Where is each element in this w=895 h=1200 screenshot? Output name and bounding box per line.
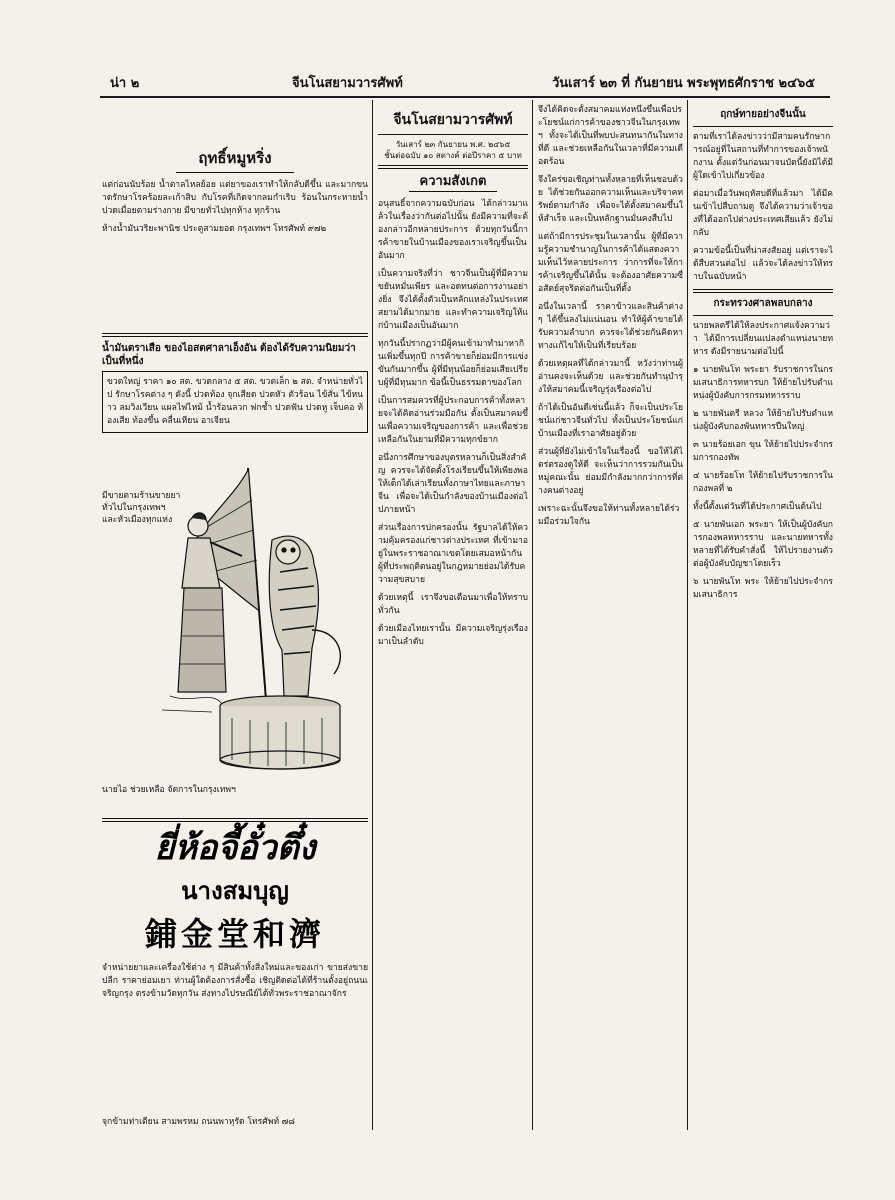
paragraph: ด้วยเมืองไทยเรานั้น มีความเจริญรุ่งเรืองมาเป็นลำดับ (378, 624, 528, 647)
ad-title: น้ำมันตราเสือ ของไอสตศาลาเอ็งอัน ต้องได้รับความนิยมว่าเป็นที่หนึ่ง (102, 343, 356, 367)
section-title: ความสังเกต (419, 174, 487, 189)
issue-price: ชั้นต่อฉบับ ๑๐ สตางค์ ต่อปีราคา ๕ บาท (384, 151, 522, 160)
paragraph: นายพลตรีได้ให้ลงประกาศแจ้งความว่า ได้มีการเปลี่ยนแปลงตำแหน่งนายทหาร ดังมีรายนามต่อไปนี้ (693, 321, 833, 357)
page-number: น่า ๒ (110, 76, 140, 91)
shop-name: นางสมบุญ (181, 876, 289, 905)
paragraph: ๑ นายพันโท พระยา รับราชการในกรมเสนาธิการทหารบก ให้ย้ายไปรับตำแหน่งผู้บังคับการกรมทหารราบ (693, 365, 833, 401)
article-title: ฤกษ์ทายอย่างจีนนั้น (720, 109, 806, 120)
ad-signature: จุกข้ามท่าเตียน สามพรหม ถนนพาหุรัด โทรศัพท์ ๗๘ (102, 1117, 295, 1127)
paragraph: แต่ถ้ามีการประชุมในเวลานั้น ผู้ที่มีความรู้ความชำนาญในการค้าได้แสดงความเห็นไว้หลายประการ ว่าการที่จะให้การค้าเจริญขึ้นได้นั้น จะต้องอาศัยความซื่อสัตย์สุจริตต่อกันเป็นที่ตั้ง (538, 232, 683, 294)
paragraph: ถ้าได้เป็นอันดีเช่นนี้แล้ว ก็จะเป็นประโยชน์แก่ชาวจีนทั่วไป ทั้งเป็นประโยชน์แก่บ้านเมืองที่เราอาศัยอยู่ด้วย (538, 403, 683, 439)
column-divider (687, 100, 688, 1130)
paragraph: ทั้งนี้ตั้งแต่วันที่ได้ประกาศเป็นต้นไป (693, 502, 822, 512)
paragraph: ต่อมาเมื่อวันพฤหัสบดีที่แล้วมา ได้มีคนเข้าไปสืบถามดู จึงได้ความว่าเจ้าของที่ได้ออกไปต่างประเทศเสียแล้ว ยังไม่กลับ (693, 189, 833, 238)
ad-herbal-oil (102, 146, 368, 241)
section-separator (102, 818, 368, 822)
paragraph: อนึ่งในเวลานี้ ราคาข้าวและสินค้าต่าง ๆ ได้ขึ้นลงไม่แน่นอน ทำให้ผู้ค้าขายได้รับความลำบาก ควรจะได้ช่วยกันคิดหาทางแก้ไขให้เป็นที่เรียบร้อย (538, 302, 683, 351)
column-masthead: จีนโนสยามวารศัพท์ (393, 112, 513, 128)
brand-chinese: 鋪金堂和濟 (144, 915, 325, 953)
paragraph: เป็นความจริงที่ว่า ชาวจีนเป็นผู้ที่มีความขยันหมั่นเพียร และอดทนต่อการงานอย่างยิ่ง จึงได้ตั้งตัวเป็นหลักแหล่งในประเทศสยามได้มากมาย และทำความเจริญให้แก่บ้านเมืองเป็นอันมาก (378, 269, 528, 331)
ad-price-box (102, 371, 368, 433)
ad-chinese-shop (102, 826, 368, 1136)
section-separator (102, 333, 368, 337)
continued-column (538, 104, 683, 1134)
editorial-column (378, 104, 528, 1134)
news-column (693, 104, 833, 1134)
article-title: กระทรวงศาลพลบกลาง (713, 298, 813, 309)
paragraph: ส่วนเรื่องการปกครองนั้น รัฐบาลได้ให้ความคุ้มครองแก่ชาวต่างประเทศ ที่เข้ามาอยู่ในพระราชอาณาเขตโดยเสมอหน้ากัน ผู้ที่ประพฤติตนอยู่ในกฎหมายย่อมได้รับความสุขสบาย (378, 523, 528, 585)
date-line: วันเสาร์ ๒๓ ที่ กันยายน พระพุทธศักราช ๒๔๖๕ (552, 76, 816, 91)
paragraph: ตามที่เราได้ลงข่าวว่ามีสามคนรักษาการณ์อยู่ที่ในสถานที่ทำการของเจ้าพนักงาน ตั้งแต่วันก่อนมาจนบัดนี้ยังมิได้มีผู้ใดเข้าไปเกี่ยวข้อง (693, 132, 833, 181)
paragraph: อนุสนธิ์จากความฉบับก่อน ได้กล่าวมาแล้วในเรื่องว่ากันต่อไปนั้น ยังมีความที่จะต้องกล่าวอีกหลายประการ ด้วยทุกวันนี้การค้าขายในบ้านเมืองของเราเจริญขึ้นเป็นอันมาก (378, 199, 528, 261)
ad-prices: ขวดใหญ่ ราคา ๑๐ สต. ขวดกลาง ๕ สต. ขวดเล็ก ๒ สต. จำหน่ายทั่วไป รักษาโรคต่าง ๆ ดังนี้ ปวดท้อง จุกเสียด ปวดหัว ตัวร้อน ไข้สั่น ไข้หนาว ลมวิงเวียน แผลไฟไหม้ น้ำร้อนลวก ฟกช้ำ ปวดฟัน ปวดหู เจ็บคอ ท้องเสีย ท้องขึ้น คลื่นเหียน อาเจียน (107, 377, 363, 426)
ad-side-note: มีขายตามร้านขายยาทั่วไปในกรุงเทพฯ และหัวเมืองทุกแห่ง (102, 491, 181, 525)
column-divider (372, 100, 373, 1130)
rule (378, 165, 528, 169)
paragraph: ๔ นายร้อยโท ให้ย้ายไปรับราชการในกองพลที่ ๒ (693, 471, 833, 494)
paragraph: ความข้อนี้เป็นที่น่าสงสัยอยู่ แต่เราจะได้สืบสวนต่อไป แล้วจะได้ลงข่าวให้ทราบในฉบับหน้า (693, 246, 833, 282)
ad-tiger-oil (102, 342, 368, 812)
ad-body: จำหน่ายยาและเครื่องใช้ต่าง ๆ มีสินค้าทั้งสิ่งใหม่และของเก่า ขายส่งขายปลีก ราคาย่อมเยา ท่านผู้ใดต้องการสั่งซื้อ เชิญติดต่อได้ที่ร้านตั้งอยู่ถนนเจริญกรุง ตรงข้ามวัดทุกวัน ส่งทางไปรษณีย์ได้ทั่วพระราชอาณาจักร (102, 963, 368, 999)
masthead-header: จีนโนสยามวารศัพท์ (292, 76, 403, 91)
rule (693, 126, 833, 127)
rule (693, 289, 833, 293)
ad-shop: ห้างน้ำมันวริยะพานิช ประตูสามยอด กรุงเทพฯ โทรศัพท์ ๙๗๒ (102, 224, 327, 234)
header-rule (100, 96, 830, 98)
ad-agent: นายไอ ช่วยเหลือ จัดการในกรุงเทพฯ (102, 785, 236, 795)
column-divider (532, 100, 533, 1130)
ad-title: ฤทธิ์หมูหริ่ง (198, 149, 272, 167)
paragraph: เพราะฉะนั้นจึงขอให้ท่านทั้งหลายได้ร่วมมือร่วมใจกัน (538, 504, 680, 527)
paragraph: ๖ นายพันโท พระ ให้ย้ายไปประจำกรมเสนาธิการ (693, 577, 833, 600)
paragraph: จึงใคร่ขอเชิญท่านทั้งหลายที่เห็นชอบด้วย ได้ช่วยกันออกความเห็นและบริจาคทรัพย์ตามกำลัง เพื่อจะได้ตั้งสมาคมขึ้นให้สำเร็จ และเป็นหลักฐานมั่นคงสืบไป (538, 175, 683, 224)
paragraph: เป็นการสมควรที่ผู้ประกอบการค้าทั้งหลายจะได้คิดอ่านร่วมมือกัน ตั้งเป็นสมาคมขึ้นเพื่อความเจริญของการค้า และเพื่อช่วยเหลือกันในยามที่มีความทุกข์ยาก (378, 396, 528, 445)
rule (693, 315, 833, 316)
ads-column (102, 104, 368, 1140)
paragraph: จึงได้คิดจะตั้งสมาคมแห่งหนึ่งขึ้นเพื่อประโยชน์แก่การค้าของชาวจีนในกรุงเทพฯ ทั้งจะได้เป็นที่พบปะสนทนากันในทางที่ดี และช่วยเหลือกันในเวลาที่มีความเดือดร้อน (538, 105, 683, 167)
paragraph: อนึ่งการศึกษาของบุตรหลานก็เป็นสิ่งสำคัญ ควรจะได้จัดตั้งโรงเรียนขึ้นให้เพียงพอ ให้เด็กได้เล่าเรียนทั้งภาษาไทยและภาษาจีน เพื่อจะได้เป็นกำลังของบ้านเมืองต่อไปภายหน้า (378, 453, 528, 515)
paragraph: ทุกวันนี้ปรากฏว่ามีผู้คนเข้ามาทำมาหากินเพิ่มขึ้นทุกปี การค้าขายก็ย่อมมีการแข่งขันกันมากขึ้น ผู้ที่มีทุนน้อยก็ย่อมเสียเปรียบผู้ที่มีทุนมาก ข้อนี้เป็นธรรมดาของโลก (378, 339, 528, 388)
paragraph: ๕ นายพันเอก พระยา ให้เป็นผู้บังคับการกองพลทหารราบ และนายทหารทั้งหลายที่ได้รับคำสั่งนี้ ให้ไปรายงานตัวต่อผู้บังคับบัญชาโดยเร็ว (693, 520, 833, 569)
paragraph: ๓ นายร้อยเอก ขุน ให้ย้ายไปประจำกรมการกองทัพ (693, 440, 833, 463)
paragraph: ๒ นายพันตรี หลวง ให้ย้ายไปรับตำแหน่งผู้บังคับกองพันทหารปืนใหญ่ (693, 409, 833, 432)
running-header (100, 72, 825, 94)
paragraph: ด้วยเหตุผลที่ได้กล่าวมานี้ หวังว่าท่านผู้อ่านคงจะเห็นด้วย และช่วยกันทำนุบำรุงให้สมาคมนี้เจริญรุ่งเรืองต่อไป (538, 359, 683, 395)
paragraph: ส่วนผู้ที่ยังไม่เข้าใจในเรื่องนี้ ขอให้ได้ไตร่ตรองดูให้ดี จะเห็นว่าการรวมกันเป็นหมู่คณะนั้น ย่อมมีกำลังมากกว่าการที่ต่างคนต่างอยู่ (538, 447, 683, 496)
brand-thai: ยี่ห้อจี้อั๋วตึ๋ง (154, 828, 316, 868)
ad-body: แต่ก่อนนับร้อย น้ำตาลไหลย้อย แต่ยาของเราทำให้กลับดีขึ้น และมากขนาดรักษาโรคร้อยละเก้าสิบ กับโรคที่เกิดจากลมกำเริบ ร้อนในกระหายน้ำ ปวดเมื่อยตามร่างกาย มีขายทั่วไปทุกห้าง ทุกร้าน (102, 180, 368, 216)
paragraph: ด้วยเหตุนี้ เราจึงขอเตือนมาเพื่อให้ทราบทั่วกัน (378, 593, 528, 616)
rule (378, 134, 528, 135)
issue-date: วันเสาร์ ๒๓ กันยายน พ.ศ. ๒๔๖๕ (395, 140, 511, 149)
tiger-engraving (162, 460, 362, 780)
